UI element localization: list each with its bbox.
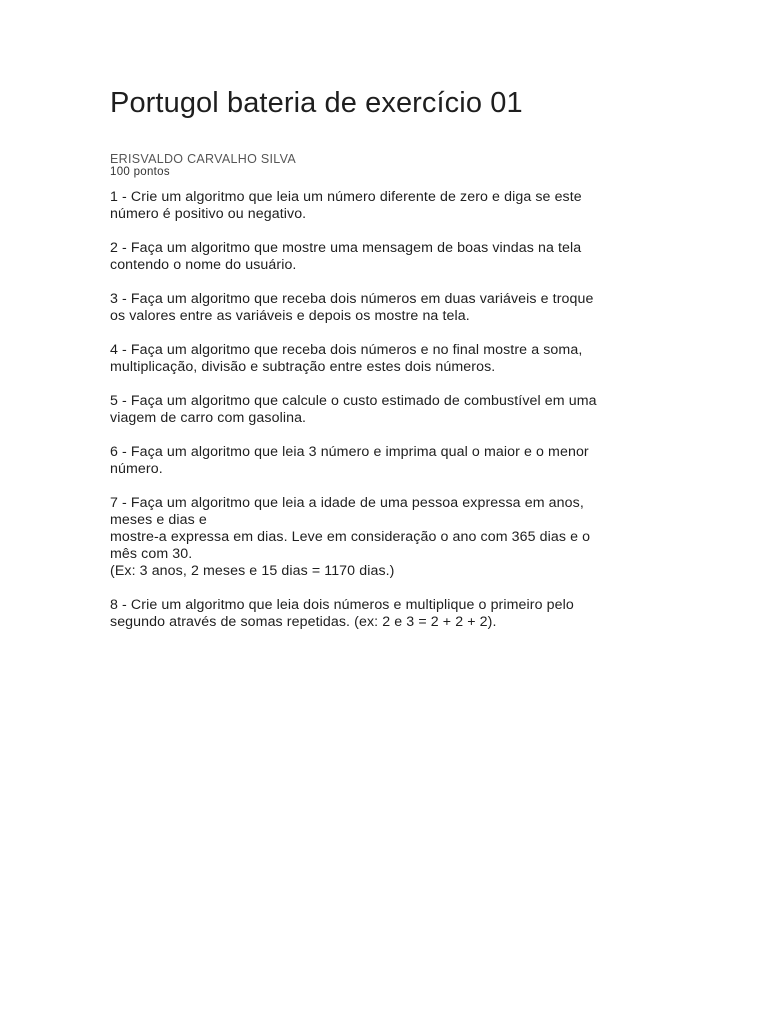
author-name: ERISVALDO CARVALHO SILVA <box>110 152 296 166</box>
points-label: 100 pontos <box>110 166 170 178</box>
document-page <box>110 84 670 648</box>
question-item: 8 - Crie um algoritmo que leia dois números e multiplique o primeiro pelo segundo através de somas repetidas. (ex: 2 e 3 = 2 + 2 + 2). <box>110 597 574 630</box>
question-item: 3 - Faça um algoritmo que receba dois números em duas variáveis e troque os valores entre as variáveis e depois os mostre na tela. <box>110 291 594 324</box>
question-item: 4 - Faça um algoritmo que receba dois números e no final mostre a soma, multiplicação, divisão e subtração entre estes dois números. <box>110 342 583 375</box>
document-title: Portugol bateria de exercício 01 <box>110 87 523 119</box>
question-item: 7 - Faça um algoritmo que leia a idade de uma pessoa expressa em anos, meses e dias e mostre-a expressa em dias. Leve em consideração o ano com 365 dias e o mês com 30. (Ex: 3 anos, 2 meses e 15 dias = 1170 dias.) <box>110 495 591 579</box>
question-item: 5 - Faça um algoritmo que calcule o custo estimado de combustível em uma viagem de carro com gasolina. <box>110 393 597 426</box>
question-item: 1 - Crie um algoritmo que leia um número diferente de zero e diga se este número é positivo ou negativo. <box>110 189 582 222</box>
question-item: 2 - Faça um algoritmo que mostre uma mensagem de boas vindas na tela contendo o nome do usuário. <box>110 240 582 273</box>
question-list <box>110 189 670 631</box>
question-item: 6 - Faça um algoritmo que leia 3 número e imprima qual o maior e o menor número. <box>110 444 589 477</box>
